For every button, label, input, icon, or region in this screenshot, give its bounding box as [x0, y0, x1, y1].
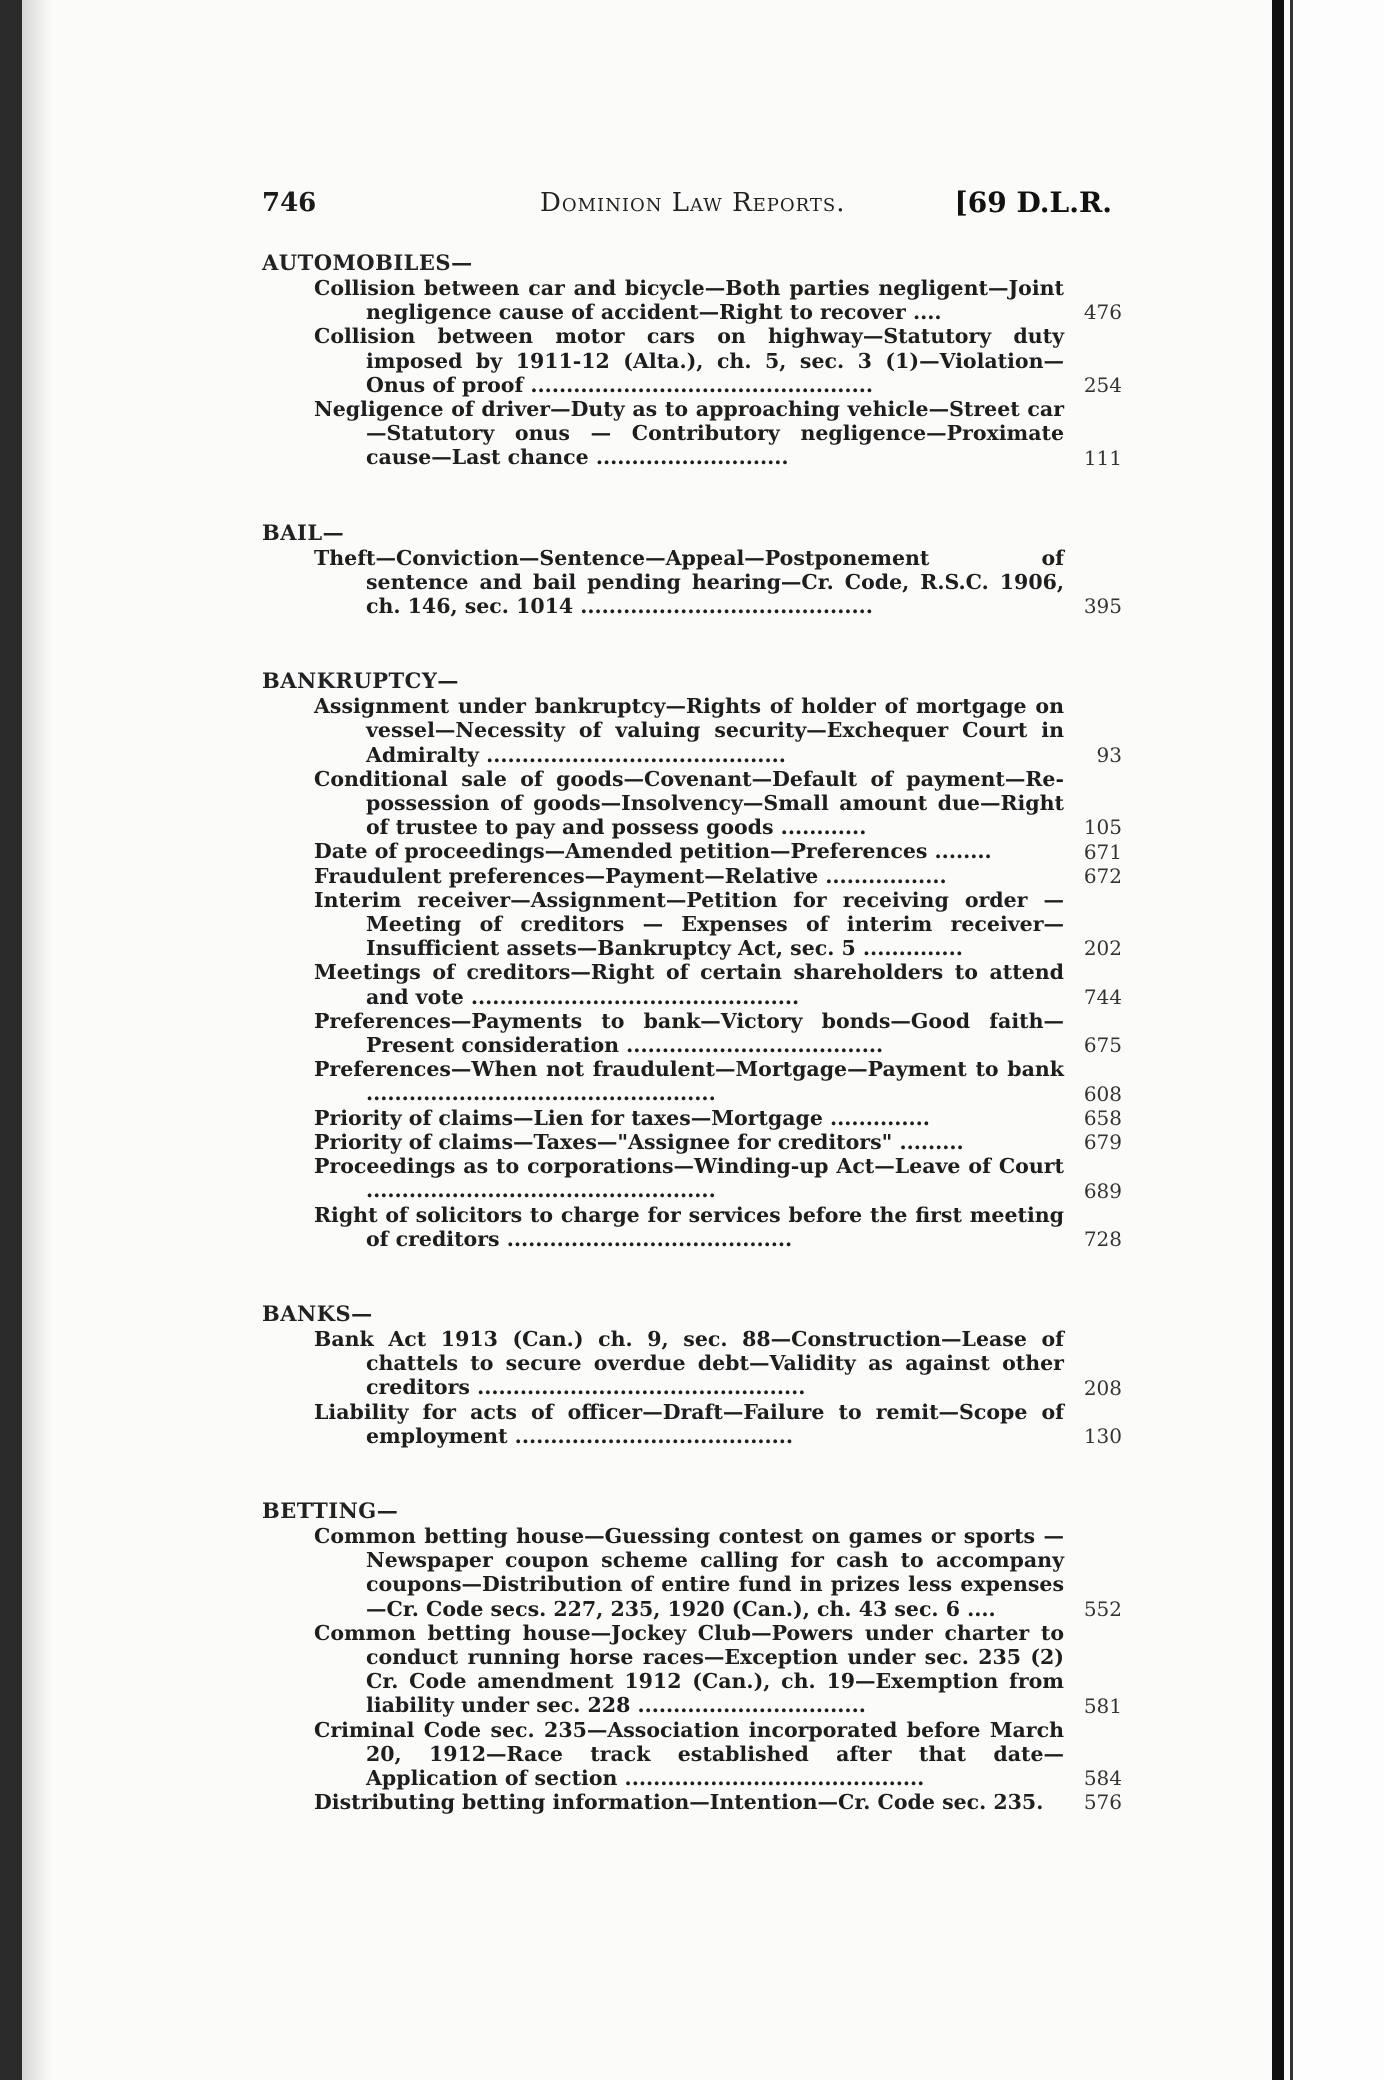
entry-text: Proceedings as to corporations—Winding-up Act—Leave of Court ................................................. — [314, 1154, 1064, 1203]
entry-text: Liability for acts of officer—Draft—Failure to remit—Scope of employment ....................................... — [314, 1399, 1064, 1448]
entry-page-reference: 395 — [1083, 594, 1122, 619]
entry-text: Distributing betting information—Intention—Cr. Code sec. 235. — [314, 1790, 1044, 1815]
volume-reference: [69 D.L.R. — [954, 186, 1112, 219]
entry-page-reference: 728 — [1083, 1226, 1122, 1251]
entry-text: Assignment under bankruptcy—Rights of holder of mortgage on vessel—Necessity of valuing security—Exchequer Court in Admiralty .......................................... — [314, 694, 1064, 767]
index-content — [262, 250, 1122, 1864]
entry-text: Criminal Code sec. 235—Association incorporated before March 20, 1912—Race track established after that date—Application of section .......................................... — [314, 1717, 1064, 1790]
index-entry — [262, 1154, 1122, 1202]
running-title: Dominion Law Reports. — [540, 188, 846, 218]
entry-text: Negligence of driver—Duty as to approaching vehicle—Street car—Statutory onus — Contributory negligence—Proximate cause—Last chance ........................... — [314, 397, 1064, 470]
entry-page-reference: 576 — [1083, 1790, 1122, 1815]
index-entry — [262, 546, 1122, 619]
entry-page-reference: 672 — [1083, 863, 1122, 888]
entry-text: Preferences—Payments to bank—Victory bonds—Good faith—Present consideration .................................... — [314, 1008, 1064, 1058]
index-entry — [262, 1621, 1122, 1718]
entry-page-reference: 658 — [1083, 1105, 1122, 1130]
entry-page-reference: 675 — [1083, 1033, 1122, 1058]
index-entry — [262, 767, 1122, 840]
index-entry — [262, 839, 1122, 863]
entry-text: Collision between car and bicycle—Both parties negligent—Joint negligence cause of accident—Right to recover .... — [314, 276, 1064, 325]
entry-text: Bank Act 1913 (Can.) ch. 9, sec. 88—Construction—Lease of chattels to secure overdue debt—Validity as against other creditors .............................................. — [314, 1326, 1064, 1400]
section-heading: BANKRUPTCY— — [262, 668, 459, 694]
entry-page-reference: 608 — [1083, 1081, 1122, 1106]
entry-page-reference: 130 — [1083, 1423, 1122, 1448]
index-entry — [262, 888, 1122, 961]
index-entry — [262, 397, 1122, 470]
index-entry — [262, 1009, 1122, 1057]
entry-text: Preferences—When not fraudulent—Mortgage—Payment to bank ................................................. — [314, 1057, 1064, 1106]
entry-text: Theft—Conviction—Sentence—Appeal—Postponement of sentence and bail pending hearing—Cr. Code, R.S.C. 1906, ch. 146, sec. 1014 ......................................... — [314, 545, 1064, 619]
entry-text: Meetings of creditors—Right of certain shareholders to attend and vote .............................................. — [314, 960, 1064, 1009]
page-number: 746 — [262, 188, 317, 218]
index-entry — [262, 1327, 1122, 1400]
entry-page-reference: 202 — [1083, 936, 1122, 961]
entry-page-reference: 111 — [1083, 445, 1122, 470]
entry-text: Priority of claims—Lien for taxes—Mortgage .............. — [314, 1105, 930, 1130]
section-heading: BAIL— — [262, 519, 345, 545]
index-entry — [262, 1790, 1122, 1814]
index-entry — [262, 1130, 1122, 1154]
page-header — [262, 188, 1112, 228]
entry-page-reference: 581 — [1083, 1693, 1122, 1718]
entry-text: Collision between motor cars on highway—Statutory duty imposed by 1911-12 (Alta.), ch. 5, sec. 3 (1)—Violation—Onus of proof ................................................ — [314, 324, 1064, 397]
index-entry — [262, 1400, 1122, 1448]
index-section — [262, 1301, 1122, 1448]
entry-page-reference: 584 — [1083, 1766, 1122, 1791]
index-entry — [262, 324, 1122, 397]
entry-text: Conditional sale of goods—Covenant—Default of payment—Re-possession of goods—Insolvency—Small amount due—Right of trustee to pay and possess goods ............ — [314, 766, 1064, 840]
index-section — [262, 1498, 1122, 1814]
entry-page-reference: 679 — [1083, 1130, 1122, 1155]
index-section — [262, 668, 1122, 1251]
entry-text: Interim receiver—Assignment—Petition for receiving order —Meeting of creditors — Expenses of interim receiver—Insufficient assets—Bankruptcy Act, sec. 5 .............. — [314, 887, 1064, 961]
entry-page-reference: 105 — [1083, 815, 1122, 840]
entry-page-reference: 208 — [1083, 1375, 1122, 1400]
page-binding-shadow — [22, 0, 52, 2080]
gutter-line — [1290, 0, 1293, 2080]
gutter-shadow — [1272, 0, 1284, 2080]
section-heading: BETTING— — [262, 1497, 399, 1523]
entry-text: Common betting house—Guessing contest on games or sports —Newspaper coupon scheme calling for cash to accompany coupons—Distribution of entire fund in prizes less expenses—Cr. Code secs. 227, 235, 1920 (Can.), ch. 43 sec. 6 .... — [314, 1523, 1064, 1621]
entry-text: Priority of claims—Taxes—"Assignee for creditors" ......... — [314, 1129, 964, 1154]
section-heading: BANKS— — [262, 1300, 373, 1326]
entry-page-reference: 476 — [1083, 300, 1122, 325]
facing-page-edge — [1272, 0, 1384, 2080]
index-entry — [262, 1057, 1122, 1105]
entry-text: Right of solicitors to charge for services before the first meeting of creditors ........................................ — [314, 1202, 1064, 1251]
section-heading: AUTOMOBILES— — [262, 250, 473, 275]
entry-page-reference: 93 — [1096, 742, 1122, 767]
entry-text: Date of proceedings—Amended petition—Preferences ........ — [314, 839, 992, 864]
index-entry — [262, 1106, 1122, 1130]
entry-page-reference: 744 — [1083, 984, 1122, 1009]
entry-page-reference: 689 — [1083, 1178, 1122, 1203]
scan-left-edge — [0, 0, 22, 2080]
index-entry — [262, 694, 1122, 767]
index-entry — [262, 1203, 1122, 1251]
entry-text: Common betting house—Jockey Club—Powers under charter to conduct running horse races—Exception under sec. 235 (2) Cr. Code amendment 1912 (Can.), ch. 19—Exemption from liability under sec. 228 ................................ — [314, 1620, 1064, 1718]
index-section — [262, 520, 1122, 619]
index-entry — [262, 864, 1122, 888]
index-entry — [262, 1718, 1122, 1791]
index-entry — [262, 960, 1122, 1008]
entry-page-reference: 254 — [1083, 373, 1122, 398]
entry-page-reference: 552 — [1083, 1596, 1122, 1621]
entry-text: Fraudulent preferences—Payment—Relative ................. — [314, 863, 947, 888]
entry-page-reference: 671 — [1083, 839, 1122, 864]
index-entry — [262, 276, 1122, 324]
index-section — [262, 250, 1122, 470]
index-entry — [262, 1524, 1122, 1621]
